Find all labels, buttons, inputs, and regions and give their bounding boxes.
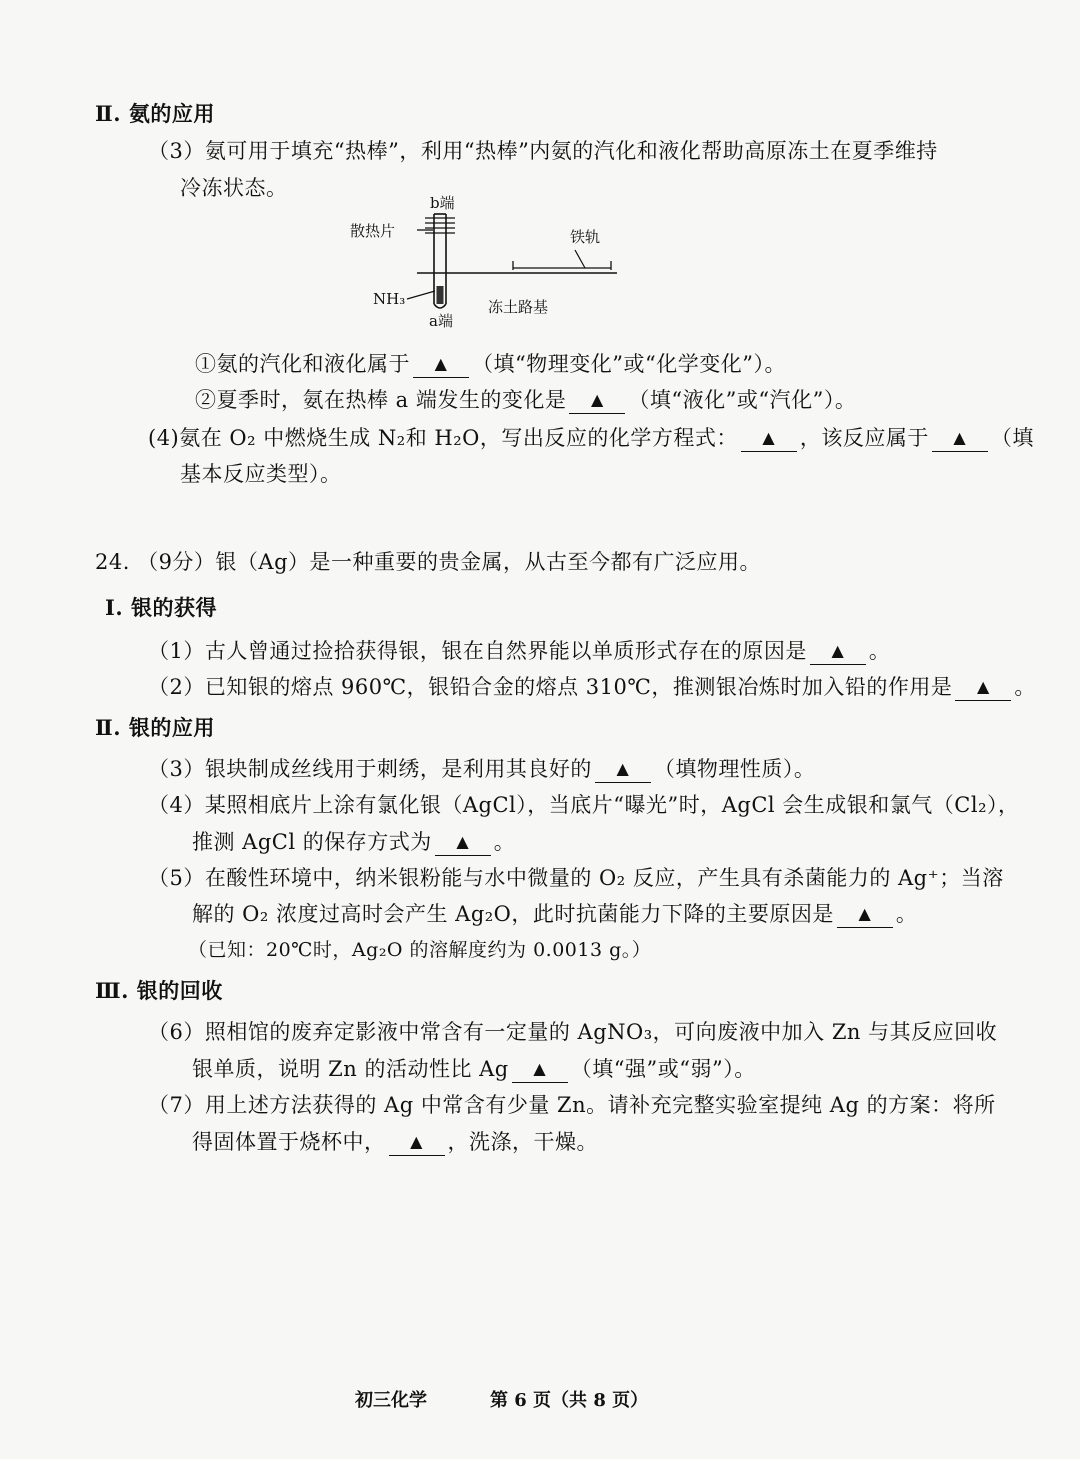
answer-blank[interactable]: [932, 427, 988, 452]
answer-blank[interactable]: [837, 903, 893, 928]
q24-question-2-text: （2）已知银的熔点 960℃，银铅合金的熔点 310℃，推测银冶炼时加入铅的作用是: [148, 675, 953, 699]
triangle-marker-icon: ▲: [762, 428, 776, 447]
question-4-mid: ，该反应属于: [799, 426, 929, 450]
triangle-marker-icon: ▲: [616, 759, 630, 778]
q24-question-4-text: 推测 AgCl 的保存方式为: [192, 830, 432, 854]
punctuation: 。: [895, 902, 918, 926]
question-4-hint: （填: [990, 426, 1034, 450]
triangle-marker-icon: ▲: [533, 1059, 547, 1078]
ammonia-liquid: [437, 286, 444, 304]
q24-question-6-text: 银单质，说明 Zn 的活动性比 Ag: [192, 1057, 509, 1081]
q24-question-5-note: （已知：20℃时，Ag₂O 的溶解度约为 0.0013 g。）: [188, 939, 652, 961]
q24-question-4-line-1: （4）某照相底片上涂有氯化银（AgCl），当底片“曝光”时，AgCl 会生成银和氯气（Cl₂），: [148, 793, 1020, 817]
answer-blank[interactable]: [810, 640, 866, 665]
q24-question-7-line-2: [192, 1128, 598, 1156]
q24-question-7-text: 得固体置于烧杯中，: [192, 1130, 386, 1154]
q24-question-6-line-1: （6）照相馆的废弃定影液中常含有一定量的 AgNO₃，可向废液中加入 Zn 与其反应回收: [148, 1020, 998, 1044]
answer-blank[interactable]: [569, 389, 625, 414]
q24-question-6-line-2: [192, 1055, 756, 1083]
question-3-line-1: （3）氨可用于填充“热棒”，利用“热棒”内氨的汽化和液化帮助高原冻土在夏季维持: [148, 139, 938, 163]
heat-sink-fins: [425, 218, 455, 233]
triangle-marker-icon: ▲: [456, 832, 470, 851]
diagram-label-nh3: NH₃: [373, 290, 406, 308]
q24-question-4-line-2: [192, 828, 515, 856]
nh3-leader-line: [407, 291, 435, 299]
heat-rod-diagram: [345, 192, 625, 332]
footer-page-number: 第 6 页（共 8 页）: [490, 1390, 649, 1411]
heat-rod-bottom: [434, 304, 446, 308]
question-4-line-2: 基本反应类型）。: [180, 462, 342, 486]
answer-blank[interactable]: [435, 831, 491, 856]
q24-question-3-hint: （填物理性质）。: [653, 757, 816, 781]
footer-subject: 初三化学: [355, 1390, 427, 1411]
triangle-marker-icon: ▲: [953, 428, 967, 447]
sub-question-2-text: ②夏季时，氨在热棒 a 端发生的变化是: [195, 388, 567, 412]
q24-question-7-line-1: （7）用上述方法获得的 Ag 中常含有少量 Zn。请补充完整实验室提纯 Ag 的方案：将所: [148, 1093, 996, 1117]
section-heading-silver-obtain: Ⅰ. 银的获得: [105, 595, 217, 620]
triangle-marker-icon: ▲: [590, 390, 604, 409]
triangle-marker-icon: ▲: [410, 1132, 423, 1151]
sub-question-2: [195, 386, 856, 414]
q24-question-2: [148, 673, 1036, 701]
answer-blank[interactable]: [512, 1058, 568, 1083]
q24-question-1: [148, 637, 890, 665]
answer-blank[interactable]: [741, 427, 797, 452]
sub-question-1: [195, 350, 786, 378]
diagram-label-fins: 散热片: [350, 222, 396, 240]
q24-question-5-line-2: [192, 900, 917, 928]
q24-question-5-line-1: （5）在酸性环境中，纳米银粉能与水中微量的 O₂ 反应，产生具有杀菌能力的 Ag⁺；当溶: [148, 866, 1004, 890]
answer-blank[interactable]: [413, 353, 469, 378]
answer-blank[interactable]: [955, 676, 1011, 701]
question-3-line-2: 冷冻状态。: [180, 176, 288, 200]
question-4-line-1: [148, 424, 1034, 452]
q24-question-6-hint: （填“强”或“弱”）。: [570, 1057, 756, 1081]
answer-blank[interactable]: [595, 758, 651, 783]
q24-question-3-text: （3）银块制成丝线用于刺绣，是利用其良好的: [148, 757, 592, 781]
q24-question-1-text: （1）古人曾通过捡拾获得银，银在自然界能以单质形式存在的原因是: [148, 639, 807, 663]
rail-leader-line: [575, 250, 585, 268]
q24-question-7-tail: ，洗涤，干燥。: [447, 1130, 598, 1154]
question-24-title: 24. （9分）银（Ag）是一种重要的贵金属，从古至今都有广泛应用。: [95, 550, 762, 574]
punctuation: 。: [1014, 675, 1036, 699]
sub-question-1-text: ①氨的汽化和液化属于: [195, 352, 410, 376]
q24-question-3: [148, 755, 815, 783]
triangle-marker-icon: ▲: [858, 904, 872, 923]
punctuation: 。: [493, 830, 516, 854]
q24-question-5-text: 解的 O₂ 浓度过高时会产生 Ag₂O，此时抗菌能力下降的主要原因是: [192, 902, 834, 926]
triangle-marker-icon: ▲: [831, 641, 845, 660]
diagram-label-roadbed: 冻土路基: [488, 298, 549, 316]
question-4-text: (4)氨在 O₂ 中燃烧生成 N₂和 H₂O，写出反应的化学方程式：: [148, 426, 738, 450]
diagram-label-rail: 铁轨: [570, 228, 601, 246]
answer-blank[interactable]: [389, 1131, 445, 1156]
triangle-marker-icon: ▲: [434, 354, 448, 373]
section-heading-ammonia-application: Ⅱ. 氨的应用: [95, 101, 215, 126]
diagram-label-a-end: a端: [429, 312, 453, 330]
punctuation: 。: [868, 639, 891, 663]
diagram-label-b-end: b端: [430, 194, 455, 212]
sub-question-1-hint: （填“物理变化”或“化学变化”）。: [472, 352, 786, 376]
sub-question-2-hint: （填“液化”或“汽化”）。: [628, 388, 857, 412]
section-heading-silver-recovery: Ⅲ. 银的回收: [95, 978, 223, 1003]
triangle-marker-icon: ▲: [976, 677, 990, 696]
section-heading-silver-application: Ⅱ. 银的应用: [95, 715, 215, 740]
